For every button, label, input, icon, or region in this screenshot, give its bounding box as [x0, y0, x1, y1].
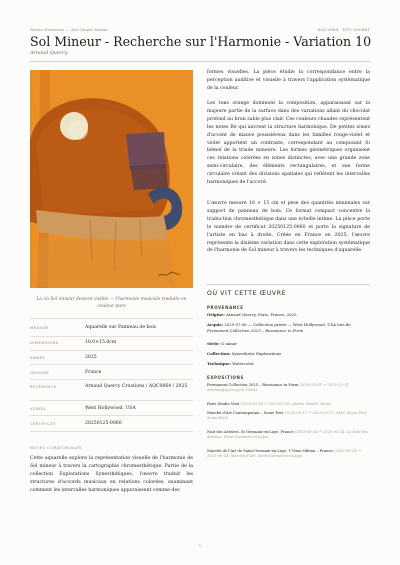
detail-value: Aquarelle sur Panneau de bois [85, 325, 157, 330]
header-reference: AQC0864 · NTC-000461 [317, 27, 370, 32]
exhibition-item: Paris Studio Visit (2025-02-16 → 2025-02-16, Atelier Studio, Paris) [207, 402, 332, 406]
exhibition-item: Permanent Collection 2025 – Resonance in Form (2025-03-01 → 2025-12-31, artemis@quercy.art, Paris) [207, 383, 350, 393]
provenance-technique: Technique: Watercolor [207, 361, 254, 366]
where-heading: OÙ VIT CETTE ŒUVRE [207, 290, 287, 297]
detail-value: 20250125-0060 [85, 421, 122, 426]
exhibition-item: Marché d'Art Contemporain – Seine Port (2025-05-17 → 2025-05-17, MAC Seine-Port, Seine-Port) [207, 411, 368, 421]
page-number: 1 [198, 543, 202, 548]
detail-value: 2025 [85, 355, 97, 360]
detail-value: Arnaud Quercy Creations / AQC0864 / 2025 [85, 384, 188, 389]
detail-label: ORIGINE [30, 371, 50, 375]
title-divider [30, 61, 370, 62]
header-publication: Notes d'œuvres — Art Quant Atoma [30, 27, 108, 32]
description-paragraph-1: formes visuelles. La pièce étudie la correspondance entre la perception auditive et visuelle à travers l'application systématique de la couleur. [207, 70, 370, 91]
detail-label: VENDU [30, 407, 46, 411]
exhibition-item: Nuit des Artistes, St Germain-en-Laye, France (2025-05-24 → 2025-05-24, La Nuit des Artistes, Saint-Germain-en-Laye) [207, 430, 369, 440]
details-divider [30, 431, 193, 432]
artwork-image [30, 70, 193, 288]
provenance-origin: Origine: Arnaud Quercy, Paris, France, 2025 [207, 312, 297, 317]
details-table [30, 318, 193, 438]
artwork-title: Sol Mineur - Recherche sur l'Harmonie - Variation 10 [30, 34, 372, 49]
painting-plum-shadow [130, 164, 168, 190]
artwork-caption: Là où Sol mineur devient visible — l'harmonie musicale traduite en couleur pure [36, 297, 187, 309]
description-paragraph-2: Les tons orange dominent la composition, apparaissant sur la majeure partie de la surface dans des variations allant du chocolat profond au brun sable plus clair. Ces couleurs chaudes représentent les notes Ré qui ancrent la structure harmonique. De petites zones d'accent de mauve poussiéreux dans les familles rouge-violet et violet apportent un contraste, correspondant au composant Si bémol de la triade mineure. Les formes géométriques organisent ces relations colorées en zones distinctes, avec une grande zone semi-circulaire, des éléments rectangulaires, et une forme circulaire créant des divisions spatiales qui reflètent les intervalles harmoniques de l'accord. [207, 101, 370, 186]
detail-label: DIMENSIONS [30, 341, 59, 345]
artist-name: Arnaud Quercy [30, 50, 68, 56]
detail-label: CERTIFICAT [30, 422, 56, 426]
painting-plum-rect [126, 132, 166, 170]
details-divider [30, 318, 193, 319]
detail-label: MÉDIUM [30, 326, 49, 330]
exhibitions-heading: EXPOSITIONS [207, 375, 244, 380]
detail-value: West Hollywood, USA [85, 406, 136, 411]
details-divider [30, 350, 193, 351]
provenance-acquired: Acquis: 2025-07-06 — Collection privée — West Hollywood, USA lors de Permanent Collection 2025 – Resonance in Form [207, 322, 351, 334]
detail-label: ANNÉE [30, 356, 46, 360]
detail-value: 10.0×15.0cm [85, 340, 117, 345]
description-paragraph-3: L'œuvre mesure 10 × 15 cm et pèse des quantités minimales sur support de panneau de bois. Ce format compact concentre la traduction chromesthétique dans une échelle intime. La pièce porte le numéro de certificat 20250125-0060 et porte la signature de l'artiste en bas à droite. Créée en France en 2025, l'œuvre représente la dixième variation dans cette exploration systématique de l'harmonie de Sol mineur à travers les techniques d'aquarelle. [207, 201, 370, 254]
section-divider [207, 284, 370, 285]
details-divider [30, 400, 193, 401]
provenance-heading: PROVENANCE [207, 305, 244, 310]
details-divider [30, 415, 193, 416]
painting-tan-wash [36, 238, 174, 286]
provenance-series: Série: G minor [207, 341, 237, 346]
exhibition-item: Marché de l'Art de Saint-Germain-en-Laye, 17ème édition – France (2025-06-14 → 2025-06-14, Marché d'Art, Saint-Germain-en-Laye) [207, 449, 361, 459]
detail-label: RÉFÉRENCE [30, 385, 57, 389]
provenance-collection: Collection: Synesthetic Explorations [207, 351, 282, 356]
detail-value: France [85, 370, 102, 375]
curatorial-notes-text: Cette aquarelle explore la représentation visuelle de l'harmonie de Sol mineur à travers la cartographie chromesthétique. Partie de la collection Explorations Synesthétiques, l'œuvre traduit les structures d'accords musicaux en relations colorées, examinant comment les intervalles harmoniques apparaissent comme des [30, 456, 193, 493]
curatorial-notes-heading: NOTES CURATORIALES [30, 445, 82, 450]
details-divider [30, 336, 193, 337]
painting-circle-shade [68, 120, 88, 140]
details-divider [30, 364, 193, 365]
details-divider [30, 379, 193, 380]
